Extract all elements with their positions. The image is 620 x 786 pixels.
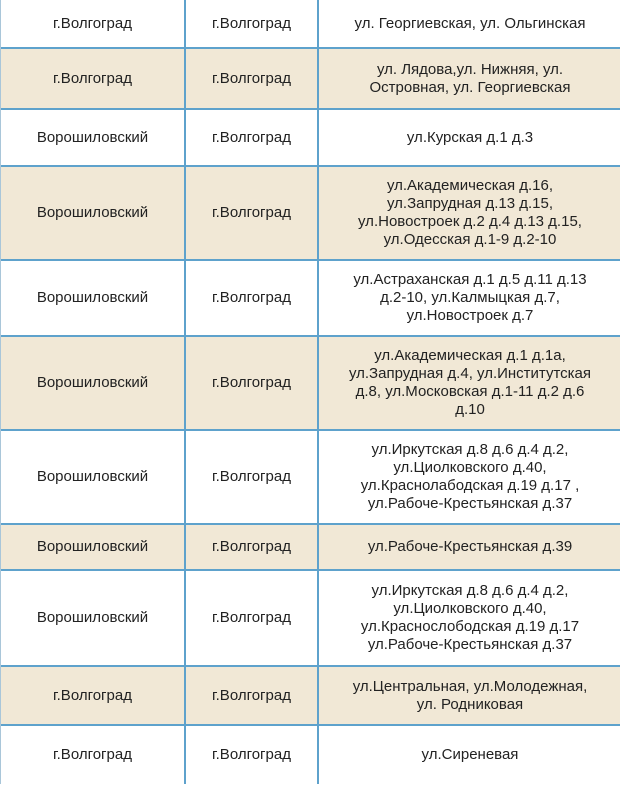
table-row [1,49,620,110]
city-cell: г.Волгоград [186,667,319,724]
address-line: ул.Академическая д.1 д.1а, [374,347,566,364]
table-row [1,0,620,49]
district-cell: Ворошиловский [1,431,186,523]
table-row [1,337,620,431]
address-line: ул.Астраханская д.1 д.5 д.11 д.13 [353,271,587,288]
address-line: ул.Курская д.1 д.3 [406,128,534,146]
district-cell: г.Волгоград [1,726,186,784]
table-row [1,571,620,667]
address-line: ул.Новостроек д.7 [406,307,534,324]
address-line: ул.Сиреневая [421,746,519,763]
address-line: ул.Рабоче-Крестьянская д.39 [367,538,573,555]
district-cell: г.Волгоград [1,0,186,47]
district-cell: г.Волгоград [1,667,186,724]
address-cell [319,261,620,335]
district-cell: Ворошиловский [1,525,186,569]
city-cell: г.Волгоград [186,0,319,47]
table-row [1,667,620,726]
city-cell: г.Волгоград [186,431,319,523]
address-line: ул.Новостроек д.2 д.4 д.13 д.15, [358,213,582,230]
address-line: ул.Запрудная д.13 д.15, [386,195,553,212]
address-line: ул.Одесская д.1-9 д.2-10 [383,231,557,248]
address-line: ул.Иркутская д.8 д.6 д.4 д.2, [371,582,569,599]
address-line: ул.Краснолабодская д.19 д.17 , [360,477,580,494]
table-row [1,525,620,571]
district-cell: Ворошиловский [1,110,186,165]
address-line: ул. Лядова,ул. Нижняя, ул. [376,60,564,78]
district-cell: Ворошиловский [1,167,186,259]
address-line: д.2-10, ул.Калмыцкая д.7, [380,289,560,306]
city-cell: г.Волгоград [186,110,319,165]
city-cell: г.Волгоград [186,726,319,784]
table-row [1,167,620,261]
district-cell: г.Волгоград [1,49,186,108]
table-row [1,110,620,167]
address-cell [319,110,620,165]
address-cell [319,337,620,429]
address-line: д.10 [455,401,485,418]
city-cell: г.Волгоград [186,49,319,108]
address-cell [319,431,620,523]
address-line: ул.Циолковского д.40, [393,459,547,476]
address-cell [319,0,620,47]
address-cell [319,667,620,724]
city-cell: г.Волгоград [186,571,319,665]
address-line: ул.Рабоче-Крестьянская д.37 [367,495,573,512]
address-line: ул.Краснослободская д.19 д.17 [360,618,580,635]
address-line: д.8, ул.Московская д.1-11 д.2 д.6 [355,383,585,400]
address-line: ул.Запрудная д.4, ул.Институтская [348,365,592,382]
address-line: ул.Циолковского д.40, [393,600,547,617]
address-cell [319,571,620,665]
city-cell: г.Волгоград [186,261,319,335]
district-cell: Ворошиловский [1,337,186,429]
city-cell: г.Волгоград [186,337,319,429]
city-cell: г.Волгоград [186,167,319,259]
address-line: ул. Георгиевская, ул. Ольгинская [354,14,586,32]
address-line: ул.Рабоче-Крестьянская д.37 [367,636,573,653]
address-line: ул.Иркутская д.8 д.6 д.4 д.2, [371,441,569,458]
table-row [1,261,620,337]
district-cell: Ворошиловский [1,261,186,335]
address-line: ул. Родниковая [416,695,524,713]
address-line: Островная, ул. Георгиевская [369,78,571,96]
address-cell [319,726,620,784]
address-cell [319,525,620,569]
table-row [1,431,620,525]
district-cell: Ворошиловский [1,571,186,665]
address-line: ул.Центральная, ул.Молодежная, [352,677,588,695]
city-cell: г.Волгоград [186,525,319,569]
address-line: ул.Академическая д.16, [386,177,554,194]
table-row [1,726,620,784]
address-cell [319,167,620,259]
address-cell [319,49,620,108]
